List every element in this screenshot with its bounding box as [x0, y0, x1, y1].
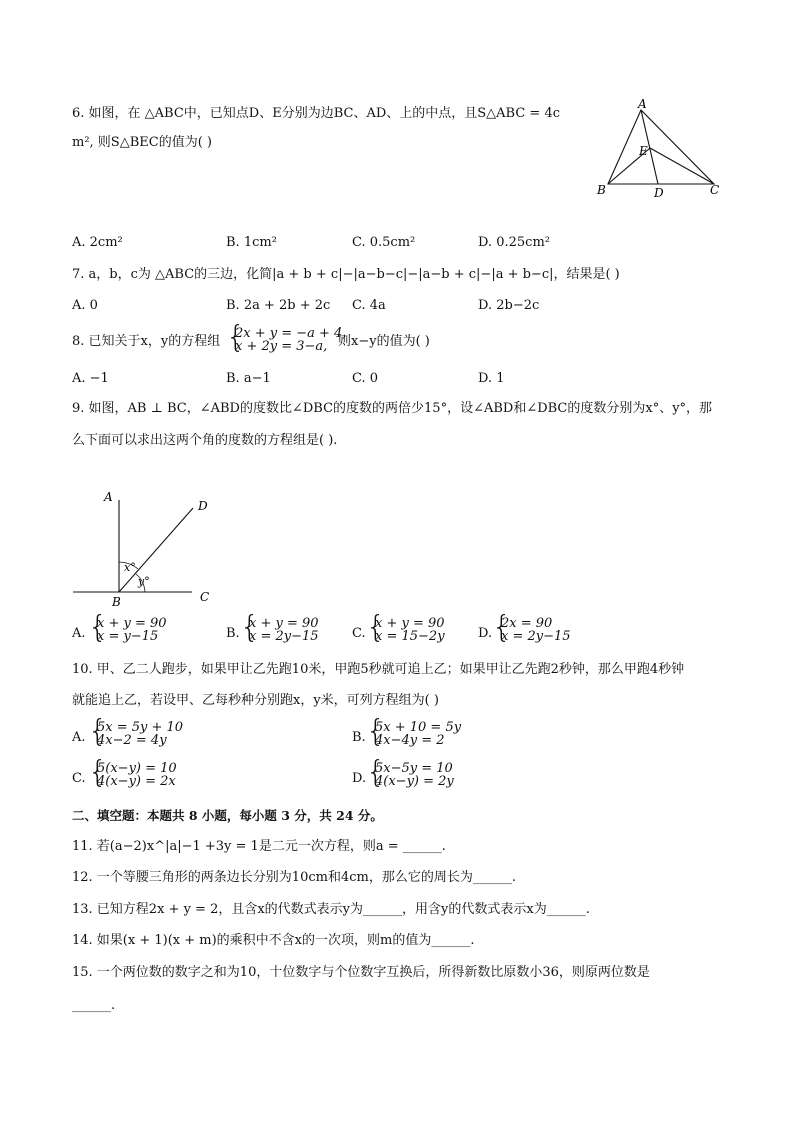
q6-label-d: D [654, 186, 664, 200]
q10-option-c [72, 771, 86, 787]
q9-option-d-brace: { [492, 610, 512, 645]
section-heading-fill-in: 二、填空题：本题共 8 小题，每小题 3 分，共 24 分。 [72, 808, 383, 823]
q10-option-b-letter: B. [352, 730, 366, 745]
q10-option-d-eq2: 4(x−y) = 2y [375, 774, 454, 789]
q8-stem-prefix: 8. 已知关于x，y的方程组 [72, 334, 221, 349]
q10-option-b-eq2: 4x−4y = 2 [375, 733, 445, 748]
q9-option-b-brace: { [240, 610, 260, 645]
q8-option-a: A. −1 [72, 371, 109, 386]
q10-option-d-letter: D. [352, 771, 367, 786]
q9-option-b-eq2: x = 2y−15 [249, 629, 319, 644]
q9-label-b: B [112, 595, 121, 609]
q6-option-c: C. 0.5cm² [352, 235, 416, 250]
q9-angle-figure [70, 490, 220, 610]
q6-label-b: B [597, 183, 606, 197]
q15-stem-line2: ______. [72, 998, 116, 1013]
q9-option-d [478, 626, 492, 642]
q9-option-c-brace: { [366, 610, 386, 645]
q9-label-d: D [198, 499, 208, 513]
q11-stem: 11. 若(a−2)x^|a|−1 +3y = 1是二元一次方程，则a = ______. [72, 839, 446, 854]
q10-option-b [352, 730, 366, 746]
q9-stem-line1: 9. 如图，AB ⊥ BC，∠ABD的度数比∠DBC的度数的两倍少15°，设∠ABD和∠DBC的度数分别为x°、y°，那 [72, 401, 713, 416]
q9-stem-line2: 么下面可以求出这两个角的度数的方程组是( ). [72, 433, 338, 448]
q9-label-y: y° [138, 575, 150, 588]
q10-option-d-eq1: 5x−5y = 10 [375, 761, 453, 776]
q13-stem: 13. 已知方程2x + y = 2，且含x的代数式表示y为______，用含y的代数式表示x为______. [72, 902, 590, 917]
q10-option-a-eq1: 5x = 5y + 10 [97, 720, 184, 735]
q9-option-a [72, 626, 86, 642]
q9-option-a-brace: { [88, 610, 108, 645]
q9-option-d-eq2: x = 2y−15 [501, 629, 571, 644]
q8-equation-2: x + 2y = 3−a, [235, 339, 328, 354]
q9-option-d-eq1: 2x = 90 [501, 616, 553, 631]
q10-option-d-brace: { [366, 755, 386, 790]
q9-option-b-eq1: x + y = 90 [249, 616, 319, 631]
q6-label-e: E [639, 144, 648, 158]
q6-stem-line2: m², 则S△BEC的值为( ) [72, 135, 212, 150]
q8-stem-suffix: 则x−y的值为( ) [338, 334, 430, 349]
q15-stem-line1: 15. 一个两位数的数字之和为10，十位数字与个位数字互换后，所得新数比原数小36，则原两位数是 [72, 965, 650, 980]
q9-option-b-letter: B. [226, 626, 240, 641]
q9-option-b [226, 626, 240, 642]
q10-stem-line2: 就能追上乙，若设甲、乙每秒种分别跑x，y米，可列方程组为( ) [72, 693, 439, 708]
q9-label-c: C [200, 590, 210, 604]
q10-option-b-eq1: 5x + 10 = 5y [375, 720, 462, 735]
q10-option-a [72, 730, 86, 746]
q7-option-b: B. 2a + 2b + 2c [226, 298, 331, 313]
q6-option-d: D. 0.25cm² [478, 235, 550, 250]
q8-brace: { [226, 320, 246, 355]
q10-option-c-eq2: 4(x−y) = 2x [97, 774, 176, 789]
q9-option-a-letter: A. [72, 626, 86, 641]
q6-label-c: C [710, 183, 720, 197]
q9-option-c-eq2: x = 15−2y [375, 629, 445, 644]
q9-label-x: x° [124, 561, 136, 574]
q7-option-d: D. 2b−2c [478, 298, 540, 313]
q8-equation-1: 2x + y = −a + 4, [235, 326, 347, 341]
q12-stem: 12. 一个等腰三角形的两条边长分别为10cm和4cm，那么它的周长为______. [72, 870, 516, 885]
q10-option-c-brace: { [88, 755, 108, 790]
q10-option-d [352, 771, 366, 787]
q10-option-b-brace: { [366, 714, 386, 749]
q6-option-b: B. 1cm² [226, 235, 277, 250]
q9-option-c [352, 626, 366, 642]
q9-label-a: A [104, 490, 113, 504]
q8-option-d: D. 1 [478, 371, 505, 386]
q9-option-a-eq1: x + y = 90 [97, 616, 167, 631]
q6-stem-line1: 6. 如图，在 △ABC中，已知点D、E分别为边BC、AD、上的中点，且S△ABC = 4c [72, 106, 561, 121]
q7-option-a: A. 0 [72, 298, 98, 313]
q9-option-a-eq2: x = y−15 [97, 629, 159, 644]
q10-option-a-brace: { [88, 714, 108, 749]
q8-option-c: C. 0 [352, 371, 379, 386]
q7-stem: 7. a，b，c为 △ABC的三边，化简|a + b + c|−|a−b−c|−|a−b + c|−|a + b−c|，结果是( ) [72, 267, 620, 282]
q10-stem-line1: 10. 甲、乙二人跑步，如果甲让乙先跑10米，甲跑5秒就可追上乙；如果甲让乙先跑2秒钟，那么甲跑4秒钟 [72, 662, 685, 677]
q6-triangle-figure [596, 97, 726, 200]
q10-option-a-eq2: 4x−2 = 4y [97, 733, 167, 748]
q10-option-c-letter: C. [72, 771, 86, 786]
q9-option-c-eq1: x + y = 90 [375, 616, 445, 631]
q10-option-c-eq1: 5(x−y) = 10 [97, 761, 177, 776]
q7-option-c: C. 4a [352, 298, 386, 313]
q8-option-b: B. a−1 [226, 371, 271, 386]
q14-stem: 14. 如果(x + 1)(x + m)的乘积中不含x的一次项，则m的值为______. [72, 933, 475, 948]
q9-option-c-letter: C. [352, 626, 366, 641]
q6-label-a: A [638, 97, 647, 111]
q9-option-d-letter: D. [478, 626, 493, 641]
q10-option-a-letter: A. [72, 730, 86, 745]
q6-option-a: A. 2cm² [72, 235, 123, 250]
